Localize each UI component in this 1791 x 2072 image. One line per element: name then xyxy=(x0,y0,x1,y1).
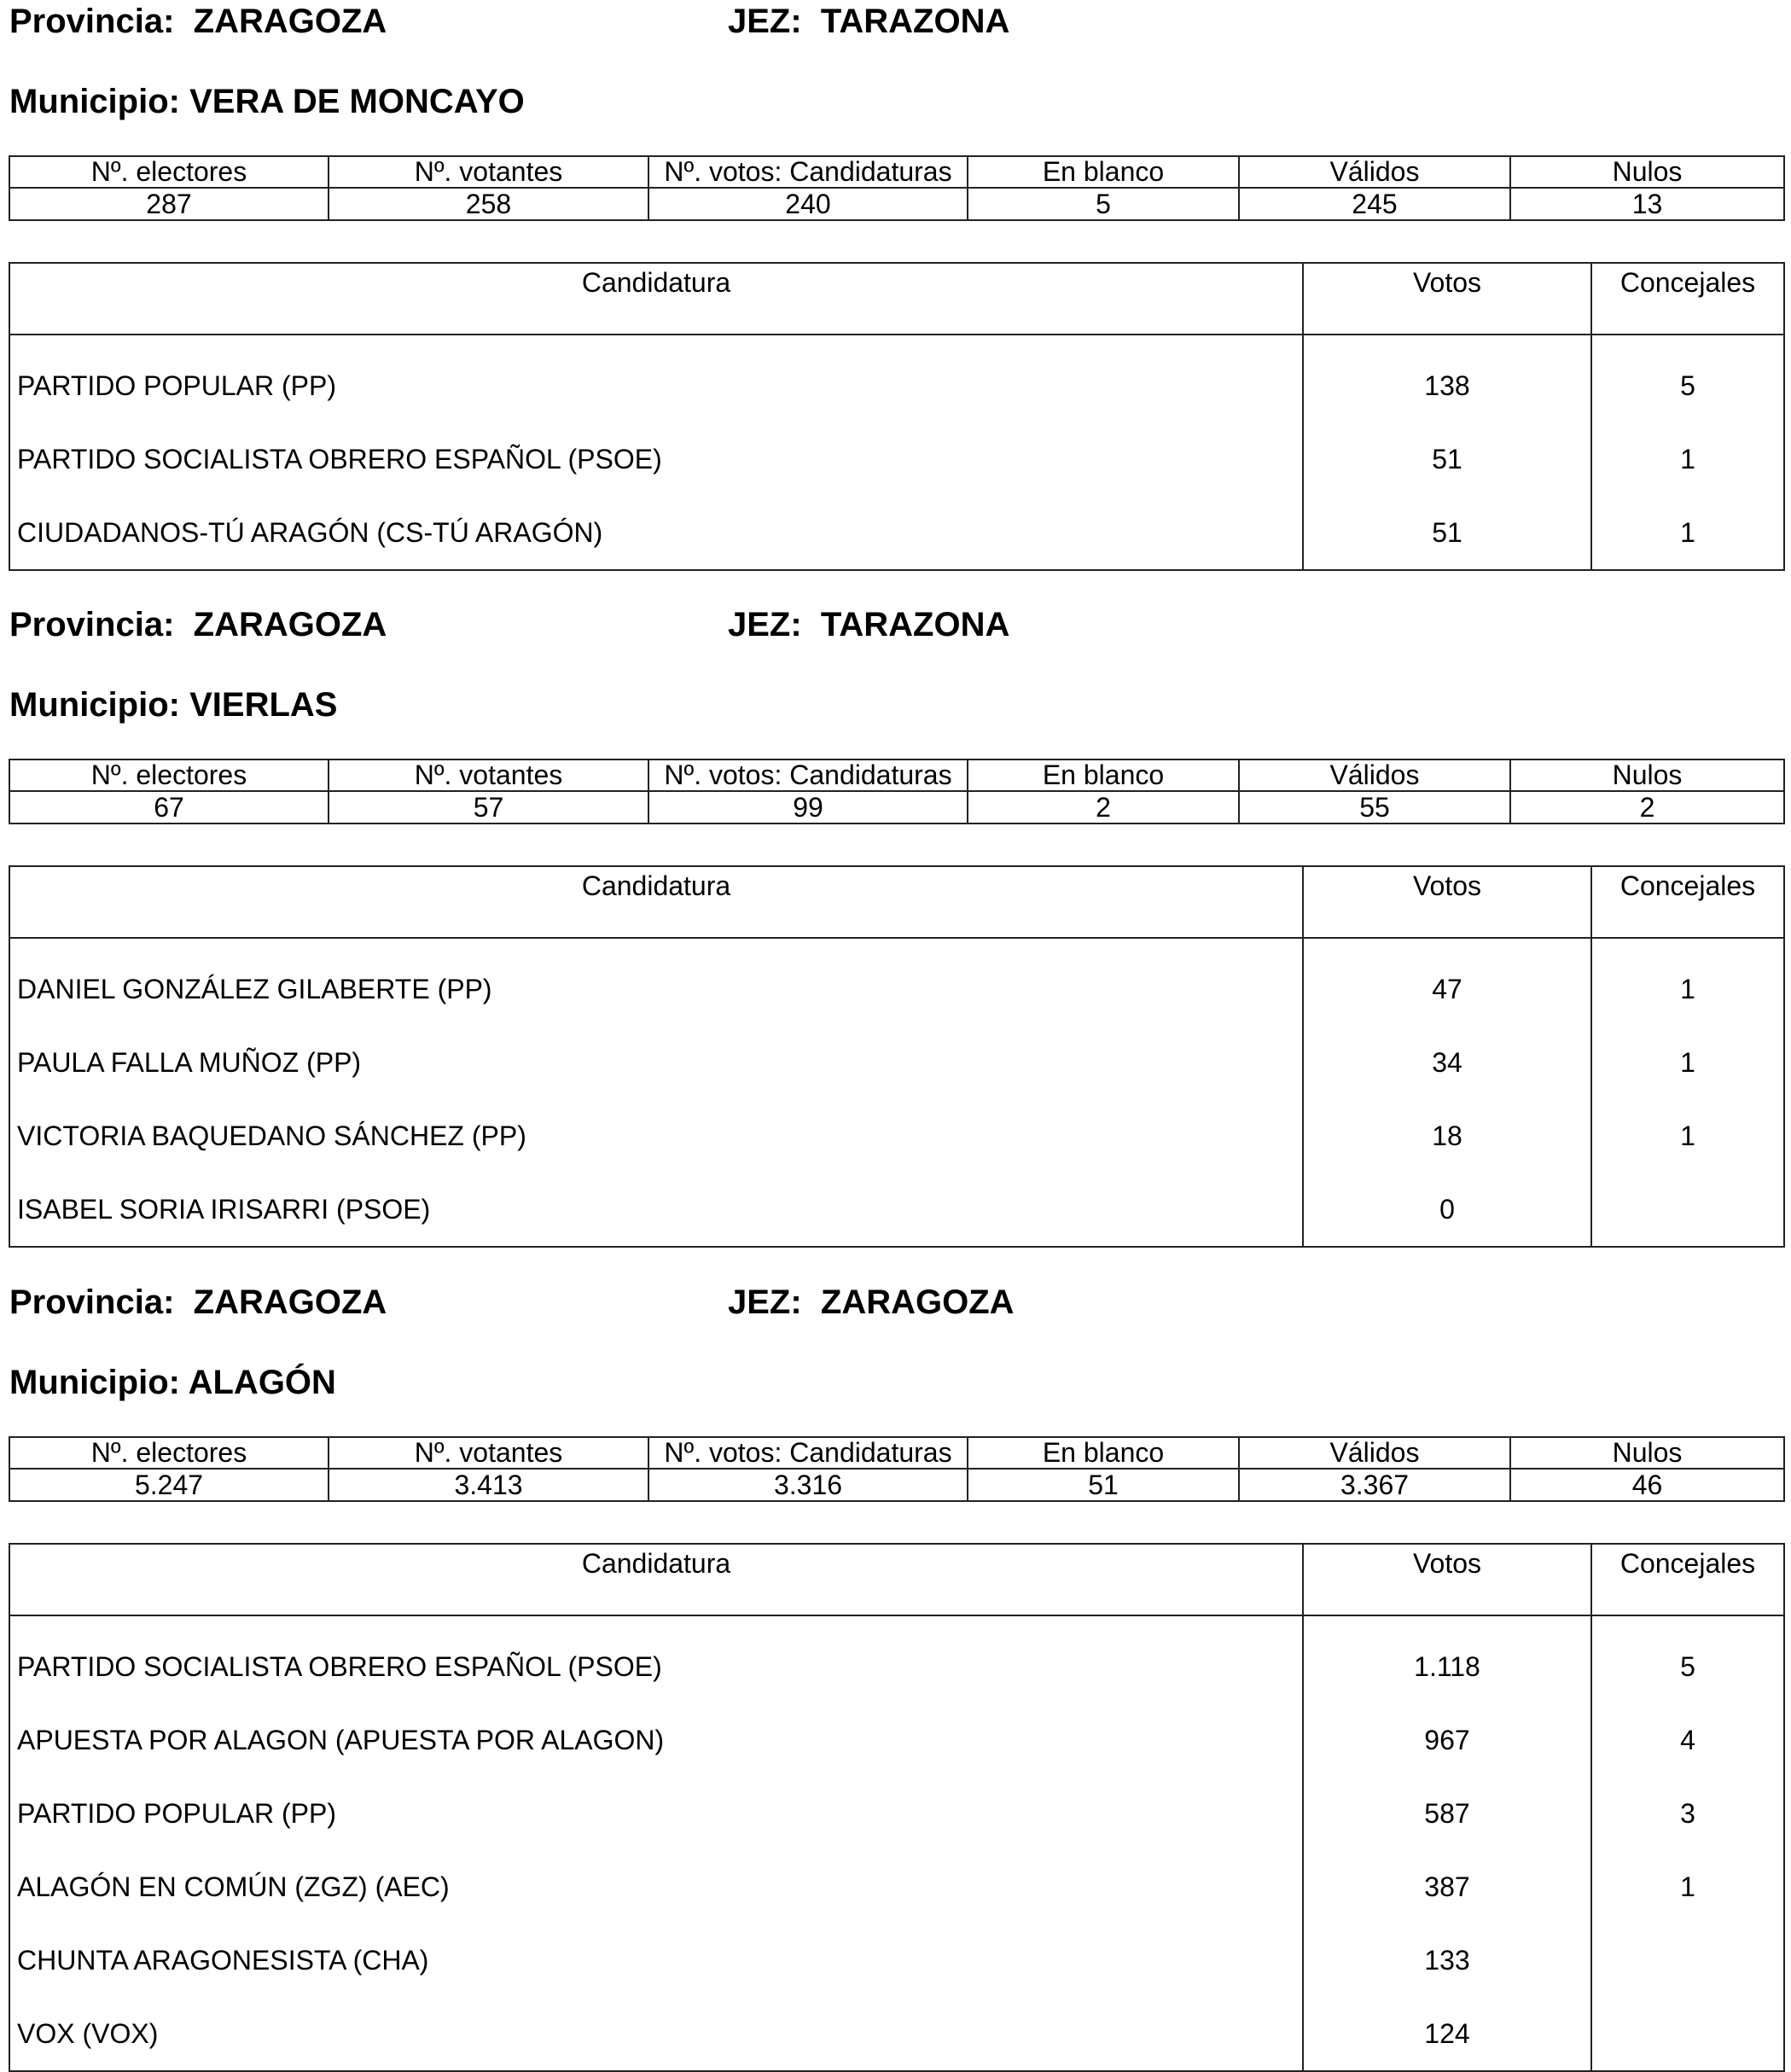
candidate-votes: 1.118 xyxy=(1303,1615,1591,1703)
stats-value-row xyxy=(9,188,1784,220)
municipio-value: ALAGÓN xyxy=(188,1364,336,1401)
candidate-concejales: 1 xyxy=(1591,938,1784,1026)
candidatura-header: Candidatura xyxy=(9,866,1303,938)
candidate-row xyxy=(9,1026,1784,1099)
stats-header-cell: Válidos xyxy=(1239,156,1510,188)
candidate-concejales xyxy=(1591,1173,1784,1247)
candidate-concejales: 1 xyxy=(1591,1850,1784,1924)
candidate-concejales: 3 xyxy=(1591,1777,1784,1850)
provincia-heading xyxy=(9,0,387,43)
jez-heading xyxy=(728,0,1009,43)
stats-header-cell: Nº. votos: Candidaturas xyxy=(648,156,968,188)
candidatura-header: Candidatura xyxy=(9,1544,1303,1615)
stats-value-cell: 57 xyxy=(329,791,648,824)
candidate-name: APUESTA POR ALAGON (APUESTA POR ALAGON) xyxy=(9,1703,1303,1777)
stats-value-cell: 2 xyxy=(1510,791,1784,824)
candidates-table xyxy=(9,262,1785,571)
stats-header-cell: Nº. votantes xyxy=(329,760,648,791)
candidate-concejales xyxy=(1591,1997,1784,2071)
stats-value-cell: 99 xyxy=(648,791,968,824)
stats-header-cell: Nº. electores xyxy=(9,1437,329,1469)
candidate-row xyxy=(9,1615,1784,1703)
municipio-label: Municipio: xyxy=(9,83,180,120)
candidate-name: PARTIDO POPULAR (PP) xyxy=(9,335,1303,422)
concejales-header: Concejales xyxy=(1591,263,1784,335)
candidate-votes: 133 xyxy=(1303,1924,1591,1997)
candidates-header-row xyxy=(9,263,1784,335)
stats-value-cell: 5 xyxy=(968,188,1239,220)
stats-value-cell: 13 xyxy=(1510,188,1784,220)
stats-value-cell: 240 xyxy=(648,188,968,220)
jez-label: JEZ: xyxy=(728,3,802,40)
candidate-votes: 34 xyxy=(1303,1026,1591,1099)
provincia-value: ZARAGOZA xyxy=(193,1283,387,1321)
candidate-name: CIUDADANOS-TÚ ARAGÓN (CS-TÚ ARAGÓN) xyxy=(9,496,1303,570)
provincia-value: ZARAGOZA xyxy=(193,3,387,40)
candidate-name: VICTORIA BAQUEDANO SÁNCHEZ (PP) xyxy=(9,1099,1303,1173)
stats-value-cell: 3.413 xyxy=(329,1469,648,1501)
municipio-label: Municipio: xyxy=(9,1364,180,1401)
votos-header: Votos xyxy=(1303,866,1591,938)
candidate-row xyxy=(9,1099,1784,1173)
candidate-name: PARTIDO SOCIALISTA OBRERO ESPAÑOL (PSOE) xyxy=(9,422,1303,496)
stats-header-cell: Válidos xyxy=(1239,760,1510,791)
votos-header: Votos xyxy=(1303,1544,1591,1615)
municipio-value: VERA DE MONCAYO xyxy=(189,83,525,120)
provincia-label: Provincia: xyxy=(9,3,175,40)
municipio-label: Municipio: xyxy=(9,686,180,724)
stats-header-cell: Nulos xyxy=(1510,156,1784,188)
candidate-name: ALAGÓN EN COMÚN (ZGZ) (AEC) xyxy=(9,1850,1303,1924)
candidate-votes: 587 xyxy=(1303,1777,1591,1850)
stats-value-cell: 5.247 xyxy=(9,1469,329,1501)
municipio-value: VIERLAS xyxy=(189,686,338,724)
municipio-heading xyxy=(9,684,1791,759)
candidate-row xyxy=(9,1924,1784,1997)
provincia-heading xyxy=(9,1281,387,1324)
candidate-concejales: 4 xyxy=(1591,1703,1784,1777)
municipio-section xyxy=(0,603,1791,1248)
candidate-name: DANIEL GONZÁLEZ GILABERTE (PP) xyxy=(9,938,1303,1026)
candidate-votes: 18 xyxy=(1303,1099,1591,1173)
candidate-votes: 387 xyxy=(1303,1850,1591,1924)
candidate-votes: 124 xyxy=(1303,1997,1591,2071)
stats-value-row xyxy=(9,791,1784,824)
candidate-votes: 138 xyxy=(1303,335,1591,422)
stats-value-cell: 67 xyxy=(9,791,329,824)
stats-table xyxy=(9,1436,1785,1502)
candidate-name: PARTIDO POPULAR (PP) xyxy=(9,1777,1303,1850)
candidate-concejales: 5 xyxy=(1591,1615,1784,1703)
candidate-concejales xyxy=(1591,1924,1784,1997)
stats-table xyxy=(9,155,1785,221)
candidate-name: ISABEL SORIA IRISARRI (PSOE) xyxy=(9,1173,1303,1247)
concejales-header: Concejales xyxy=(1591,866,1784,938)
jez-value: TARAZONA xyxy=(820,606,1010,643)
municipio-heading xyxy=(9,80,1791,155)
candidate-name: CHUNTA ARAGONESISTA (CHA) xyxy=(9,1924,1303,1997)
candidate-name: PAULA FALLA MUÑOZ (PP) xyxy=(9,1026,1303,1099)
section-header xyxy=(0,1281,1791,1361)
stats-value-cell: 3.367 xyxy=(1239,1469,1510,1501)
candidates-header-row xyxy=(9,866,1784,938)
stats-header-row xyxy=(9,1437,1784,1469)
jez-value: ZARAGOZA xyxy=(820,1283,1015,1321)
stats-header-cell: Nulos xyxy=(1510,1437,1784,1469)
stats-value-cell: 46 xyxy=(1510,1469,1784,1501)
municipio-section xyxy=(0,1281,1791,2072)
stats-header-cell: Nº. electores xyxy=(9,156,329,188)
jez-value: TARAZONA xyxy=(820,3,1010,40)
candidate-votes: 0 xyxy=(1303,1173,1591,1247)
candidate-row xyxy=(9,422,1784,496)
stats-value-cell: 2 xyxy=(968,791,1239,824)
concejales-header: Concejales xyxy=(1591,1544,1784,1615)
municipio-section xyxy=(0,0,1791,571)
candidate-votes: 47 xyxy=(1303,938,1591,1026)
candidate-row xyxy=(9,938,1784,1026)
provincia-label: Provincia: xyxy=(9,1283,175,1321)
stats-header-cell: En blanco xyxy=(968,760,1239,791)
candidate-row xyxy=(9,1997,1784,2071)
stats-value-cell: 51 xyxy=(968,1469,1239,1501)
candidate-votes: 51 xyxy=(1303,422,1591,496)
municipio-heading xyxy=(9,1361,1791,1436)
jez-heading xyxy=(728,1281,1015,1324)
stats-header-cell: Nº. electores xyxy=(9,760,329,791)
candidate-row xyxy=(9,1850,1784,1924)
candidates-table xyxy=(9,865,1785,1248)
candidate-row xyxy=(9,335,1784,422)
stats-header-cell: En blanco xyxy=(968,156,1239,188)
candidate-name: VOX (VOX) xyxy=(9,1997,1303,2071)
stats-header-cell: Nº. votantes xyxy=(329,156,648,188)
candidate-concejales: 1 xyxy=(1591,1099,1784,1173)
stats-header-row xyxy=(9,156,1784,188)
candidate-row xyxy=(9,496,1784,570)
stats-header-cell: Nº. votos: Candidaturas xyxy=(648,760,968,791)
candidates-header-row xyxy=(9,1544,1784,1615)
candidate-row xyxy=(9,1703,1784,1777)
candidate-votes: 51 xyxy=(1303,496,1591,570)
votos-header: Votos xyxy=(1303,263,1591,335)
stats-header-cell: Nulos xyxy=(1510,760,1784,791)
candidate-concejales: 1 xyxy=(1591,496,1784,570)
stats-header-cell: En blanco xyxy=(968,1437,1239,1469)
stats-header-row xyxy=(9,760,1784,791)
section-header xyxy=(0,0,1791,80)
stats-value-row xyxy=(9,1469,1784,1501)
candidate-row xyxy=(9,1173,1784,1247)
jez-label: JEZ: xyxy=(728,1283,802,1321)
candidates-table xyxy=(9,1543,1785,2072)
stats-value-cell: 287 xyxy=(9,188,329,220)
candidate-concejales: 1 xyxy=(1591,422,1784,496)
stats-header-cell: Nº. votantes xyxy=(329,1437,648,1469)
candidate-concejales: 5 xyxy=(1591,335,1784,422)
candidate-votes: 967 xyxy=(1303,1703,1591,1777)
stats-value-cell: 55 xyxy=(1239,791,1510,824)
stats-value-cell: 258 xyxy=(329,188,648,220)
stats-value-cell: 245 xyxy=(1239,188,1510,220)
provincia-value: ZARAGOZA xyxy=(193,606,387,643)
candidatura-header: Candidatura xyxy=(9,263,1303,335)
stats-value-cell: 3.316 xyxy=(648,1469,968,1501)
stats-header-cell: Válidos xyxy=(1239,1437,1510,1469)
jez-label: JEZ: xyxy=(728,606,802,643)
jez-heading xyxy=(728,603,1009,646)
candidate-name: PARTIDO SOCIALISTA OBRERO ESPAÑOL (PSOE) xyxy=(9,1615,1303,1703)
section-header xyxy=(0,603,1791,684)
candidate-row xyxy=(9,1777,1784,1850)
stats-header-cell: Nº. votos: Candidaturas xyxy=(648,1437,968,1469)
provincia-label: Provincia: xyxy=(9,606,175,643)
stats-table xyxy=(9,759,1785,824)
provincia-heading xyxy=(9,603,387,646)
candidate-concejales: 1 xyxy=(1591,1026,1784,1099)
